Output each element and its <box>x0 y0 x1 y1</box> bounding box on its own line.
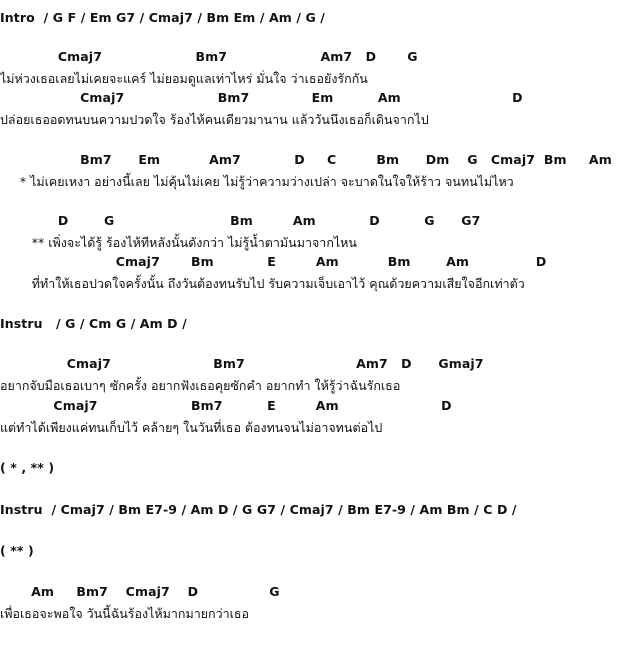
chorus-lyric-line: * ไม่เคยเหงา อย่างนี้เลย ไม่คุ้นไม่เคย ไม่รู้ว่าความว่างเปล่า จะบาดในใจให้ร้าว จนทนไม่ไหว <box>0 174 514 189</box>
chord-line: Cmaj7 Bm7 E Am D <box>0 398 452 413</box>
intro-chord-line: Intro / G F / Em G7 / Cmaj7 / Bm Em / Am / G / <box>0 10 325 25</box>
lyric-line: ปล่อยเธออดทนบนความปวดใจ ร้องไห้คนเดียวมานาน แล้ววันนึงเธอก็เดินจากไป <box>0 112 429 127</box>
lyric-line: ไม่ห่วงเธอเลยไม่เคยจะแคร์ ไม่ยอมดูแลเท่าไหร่ มั่นใจ ว่าเธอยังรักกัน <box>0 71 368 86</box>
chord-line: Cmaj7 Bm7 Em Am D <box>0 90 523 105</box>
chord-line: Cmaj7 Bm E Am Bm Am D <box>0 254 547 269</box>
lyric-line: ที่ทำให้เธอปวดใจครั้งนั้น ถึงวันต้องทนรับไป รับความเจ็บเอาไว้ คุณด้วยความเสียใจอีกเท่าตัว <box>0 276 525 291</box>
repeat-marker: ( ** ) <box>0 543 34 558</box>
lyric-line: อยากจับมือเธอเบาๆ ซักครั้ง อยากฟังเธอคุยซักคำ อยากทำ ให้รู้ว่าฉันรักเธอ <box>0 378 401 393</box>
chord-line: Cmaj7 Bm7 Am7 D G <box>0 49 418 64</box>
lyric-line: เพื่อเธอจะพอใจ วันนี้ฉันร้องไห้มากมายกว่าเธอ <box>0 606 250 621</box>
chorus-chord-line: Bm7 Em Am7 D C Bm Dm G Cmaj7 Bm Am <box>0 152 612 167</box>
lyric-line: แต่ทำได้เพียงแค่ทนเก็บไว้ คล้ายๆ ในวันที่เธอ ต้องทนจนไม่อาจทนต่อไป <box>0 420 383 435</box>
chord-line: D G Bm Am D G G7 <box>0 213 481 228</box>
instru-chord-line: Instru / G / Cm G / Am D / <box>0 316 187 331</box>
lyric-line: ** เพิ่งจะได้รู้ ร้องไห้ทีหลังนั้นดังกว่า ไม่รู้น้ำตามันมาจากไหน <box>0 235 357 250</box>
repeat-marker: ( * , ** ) <box>0 460 55 475</box>
chord-line: Am Bm7 Cmaj7 D G <box>0 584 280 599</box>
instru-chord-line: Instru / Cmaj7 / Bm E7-9 / Am D / G G7 / Cmaj7 / Bm E7-9 / Am Bm / C D / <box>0 502 517 517</box>
chord-line: Cmaj7 Bm7 Am7 D Gmaj7 <box>0 356 484 371</box>
